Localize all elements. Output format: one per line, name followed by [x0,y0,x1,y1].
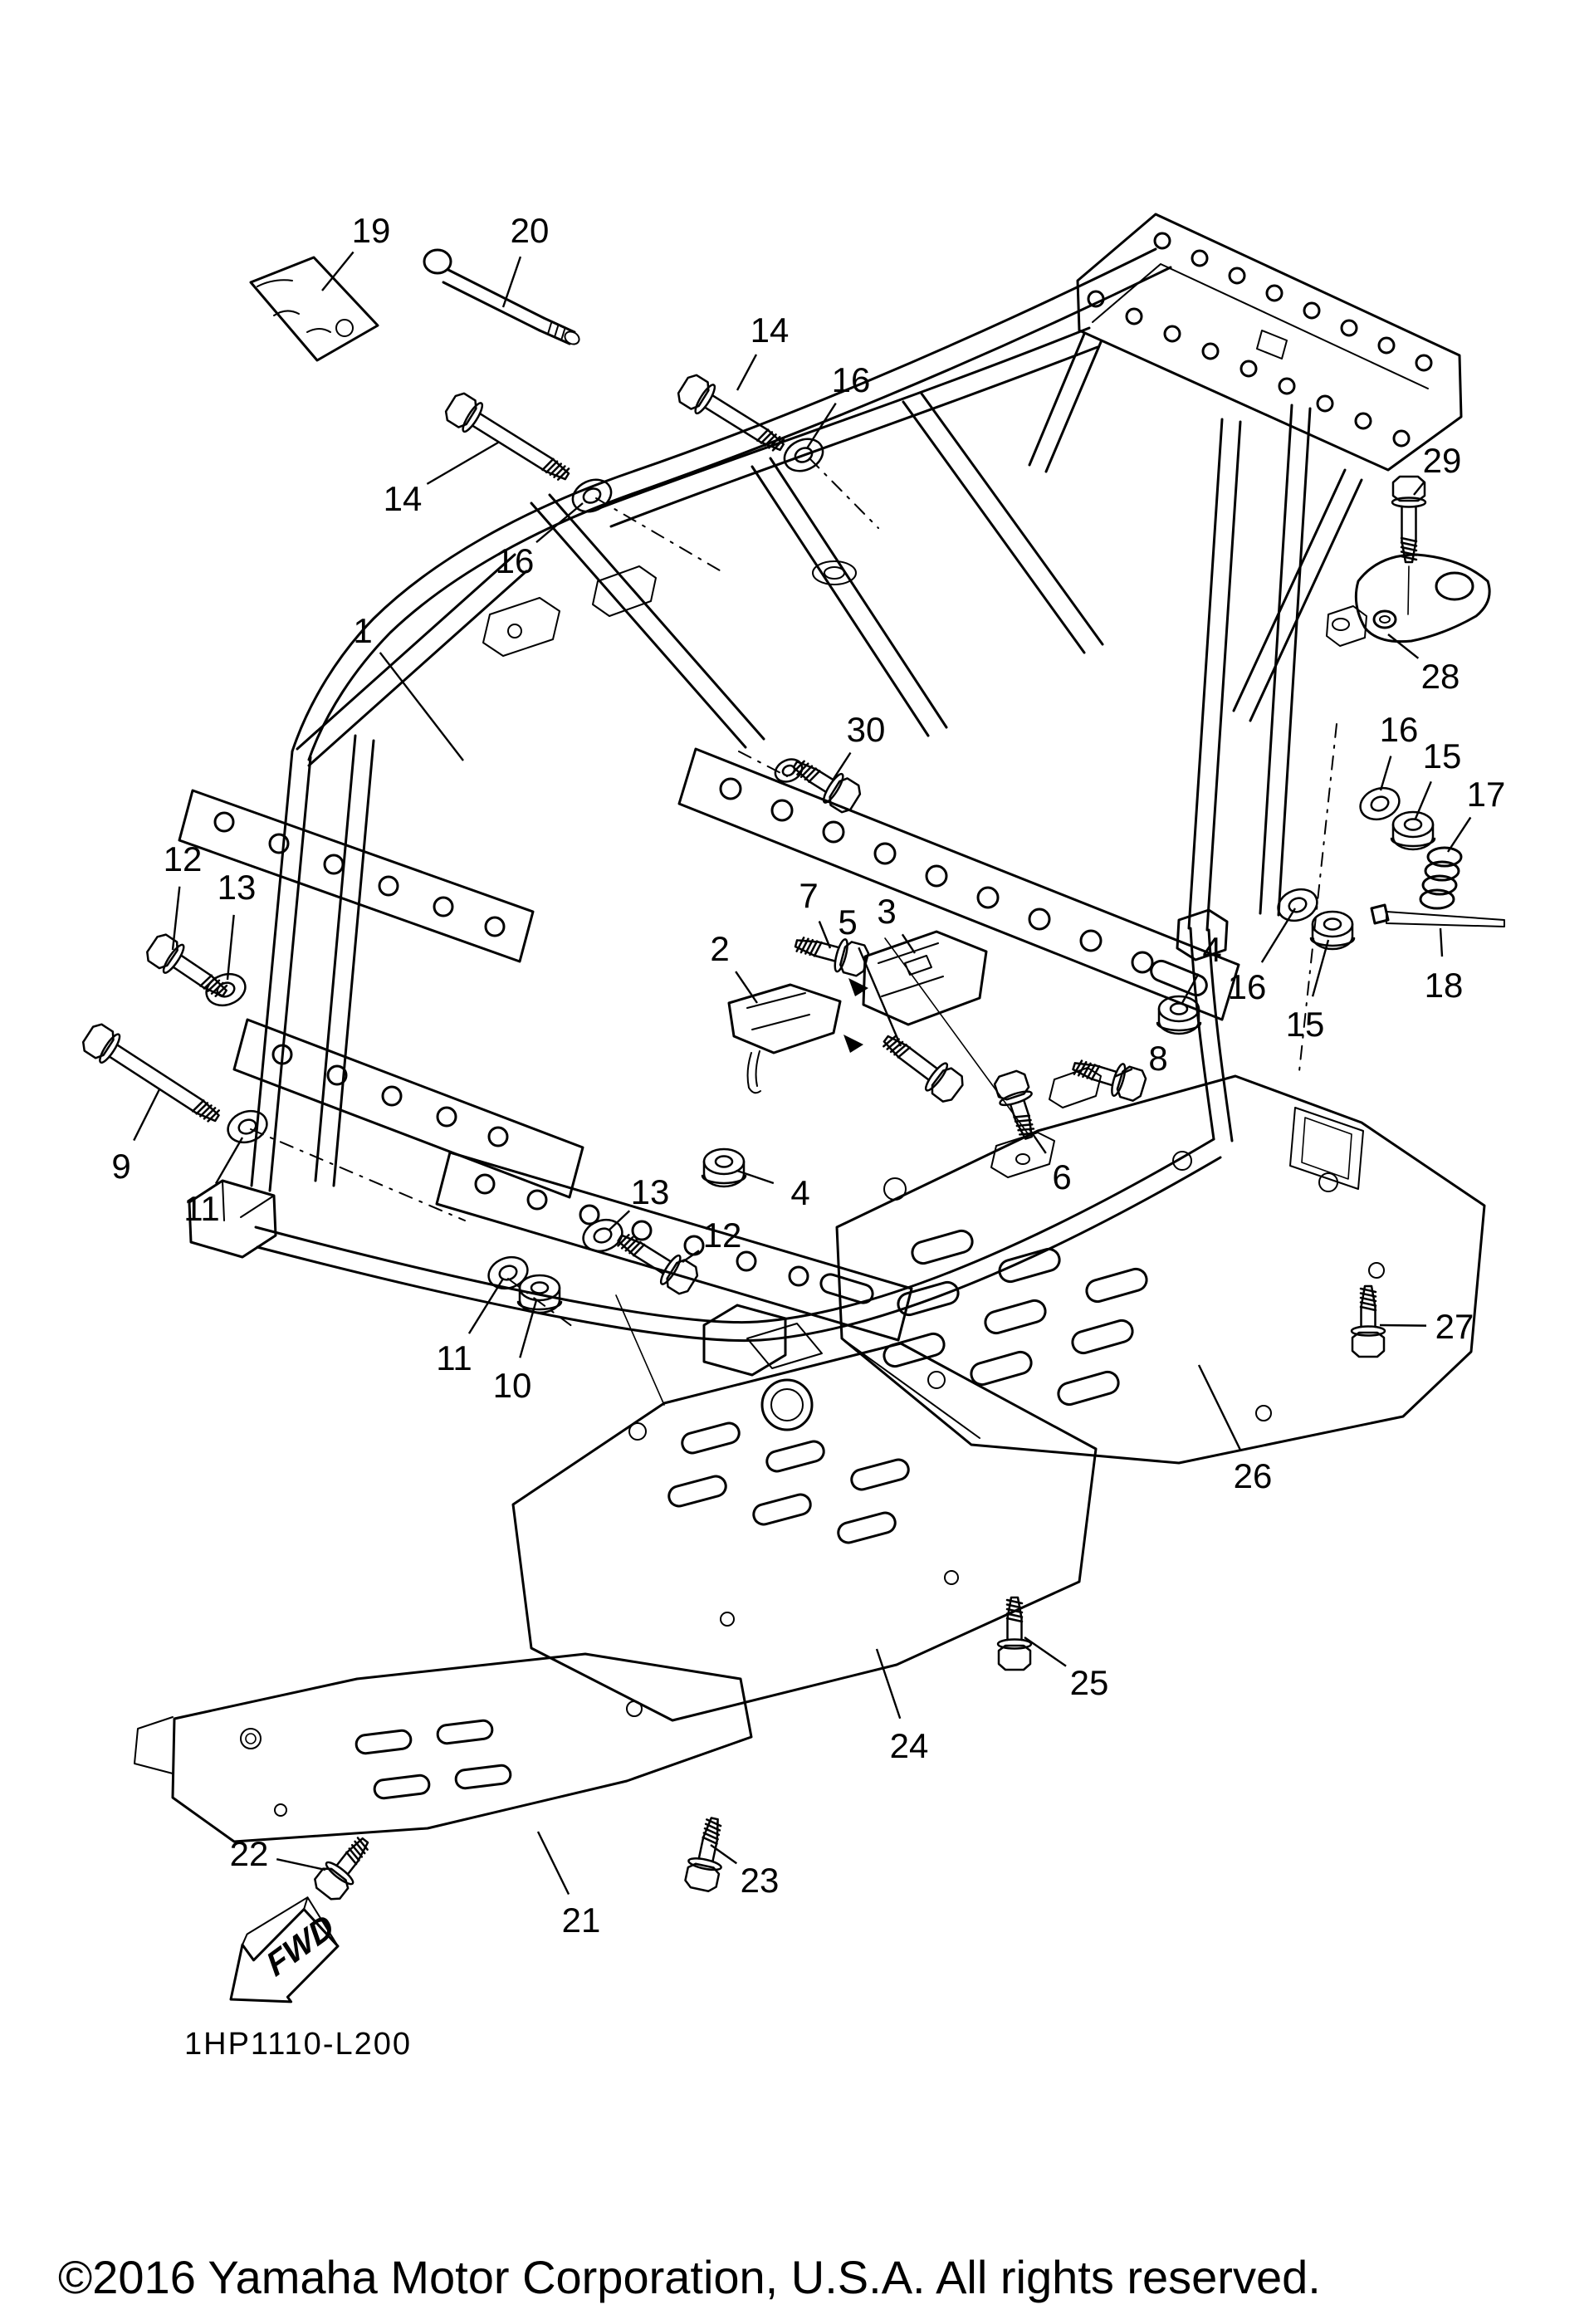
install-direction-arrow [843,1035,863,1053]
callout-number-25: 25 [1069,1663,1109,1702]
frame-illustration [179,214,1461,1405]
callout-number-29: 29 [1422,441,1462,480]
callout-number-13: 13 [217,868,257,907]
callout-4 [737,1171,810,1212]
callout-number-6: 6 [1052,1157,1072,1196]
leader-line-20 [503,257,521,307]
grease-packet-19 [251,257,378,360]
fwd-label: FWD [261,1907,340,1984]
washer-11-bottom [484,1252,531,1294]
callout-26 [1199,1365,1272,1495]
callout-number-23: 23 [740,1861,780,1900]
flange-bolt-12-bottom [611,1224,702,1298]
callout-19 [322,211,390,291]
flange-bolt-14-top [674,371,790,461]
leader-line-24 [877,1649,900,1719]
callout-16 [496,503,583,580]
leader-line-13 [227,915,234,980]
callout-24 [877,1649,928,1765]
rail-holes-left-upper [215,813,504,936]
rail-holes [721,779,1210,998]
flange-bolt-8 [1069,1050,1148,1103]
washer-11-left [223,1106,271,1147]
callout-number-16: 16 [1379,710,1419,749]
callout-12 [164,839,203,950]
rail-holes-bottom [476,1175,875,1305]
spring-17 [1420,848,1461,908]
flange-nut-4-left [702,1149,746,1186]
callout-number-11: 11 [183,1189,220,1228]
callout-number-15: 15 [1285,1005,1325,1044]
leader-line-21 [538,1832,569,1894]
callout-number-5: 5 [838,903,858,942]
callout-number-7: 7 [799,876,819,915]
leader-line-12 [682,1250,699,1262]
callout-number-16: 16 [495,541,535,580]
callout-number-1: 1 [353,611,373,650]
callout-number-20: 20 [510,211,550,250]
flange-bolt-29 [1392,477,1425,562]
flange-nut-10 [518,1275,561,1313]
callout-14 [384,443,498,518]
leader-line-17 [1448,817,1470,852]
flange-bolt-25 [998,1597,1031,1670]
callout-number-9: 9 [111,1147,131,1186]
callout-number-26: 26 [1233,1456,1273,1495]
callout-number-16: 16 [1227,967,1267,1006]
callout-16 [1380,710,1419,790]
leader-line-27 [1380,1325,1426,1326]
callout-number-30: 30 [846,710,886,749]
callout-20 [503,211,549,307]
callout-number-14: 14 [383,479,423,518]
leader-line-11 [469,1279,503,1333]
wrench-tool-20 [424,250,581,347]
leader-line-15 [1313,940,1328,996]
callout-23 [711,1845,779,1900]
callout-10 [493,1300,536,1405]
callout-number-19: 19 [351,211,391,250]
leader-line-16 [1381,756,1391,790]
callout-29 [1414,441,1461,495]
flange-nut-15-lower [1311,912,1354,949]
rail-holes-left-lower [273,1045,507,1146]
leader-line-28 [1388,634,1418,658]
leader-line-16 [1262,908,1295,962]
callout-number-2: 2 [710,929,730,968]
callout-number-13: 13 [630,1172,670,1211]
flange-bolt-22 [310,1830,378,1903]
callout-16 [1228,908,1295,1006]
callout-30 [834,710,885,779]
callout-13 [218,868,257,980]
callout-number-18: 18 [1424,966,1464,1005]
copyright-line: ©2016 Yamaha Motor Corporation, U.S.A. All rights reserved. [58,2251,1321,2303]
flange-nut-15-upper [1391,812,1435,849]
callout-number-12: 12 [702,1216,742,1255]
leader-line-29 [1414,482,1425,495]
callout-9 [111,1089,159,1186]
callout-28 [1388,634,1460,696]
callout-number-27: 27 [1435,1307,1474,1346]
callout-22 [230,1834,325,1873]
leader-line-22 [276,1859,325,1870]
leader-line-1 [380,653,463,761]
flange-bolt-14-left [442,389,575,490]
callout-17 [1448,775,1505,852]
callout-number-11: 11 [436,1338,472,1377]
leader-line-14 [427,443,498,484]
callout-number-22: 22 [229,1834,269,1873]
callout-number-8: 8 [1148,1039,1168,1078]
flange-bolt-5 [876,1025,967,1105]
callout-number-24: 24 [889,1726,929,1765]
flange-bolt-9 [79,1020,226,1132]
callout-2 [710,929,757,1003]
callout-number-3: 3 [877,892,897,931]
callout-number-28: 28 [1420,657,1460,696]
callout-number-17: 17 [1466,775,1506,814]
callout-number-12: 12 [163,839,203,878]
front-skid-plate-21 [134,1654,751,1842]
callout-number-4: 4 [790,1173,810,1212]
callout-number-16: 16 [831,360,871,399]
flange-bolt-7 [792,927,870,978]
callout-15 [1416,736,1461,819]
callout-18 [1425,928,1464,1005]
callout-14 [737,311,789,390]
bracket-3 [843,932,986,1053]
callout-21 [538,1832,600,1940]
callout-4 [1182,930,1222,1003]
leader-line-26 [1199,1365,1240,1450]
fwd-arrow [205,1890,355,2030]
leader-line-9 [134,1089,159,1141]
stay-2 [729,985,840,1093]
leader-line-18 [1440,928,1442,957]
leader-line-14 [737,355,756,390]
drawing-code: 1HP1110-L200 [184,2027,413,2062]
callout-25 [1024,1637,1108,1702]
skid-plate-24 [513,1323,1096,1720]
callout-27 [1380,1307,1474,1346]
skid-plate-26 [837,1076,1484,1463]
callout-number-4: 4 [1202,930,1222,969]
callout-number-14: 14 [750,311,790,350]
callout-number-10: 10 [492,1366,532,1405]
callout-number-21: 21 [561,1901,601,1940]
callout-3 [877,892,915,953]
callout-number-15: 15 [1422,736,1462,775]
leader-line-11 [216,1138,242,1184]
flange-bolt-27 [1352,1286,1385,1357]
